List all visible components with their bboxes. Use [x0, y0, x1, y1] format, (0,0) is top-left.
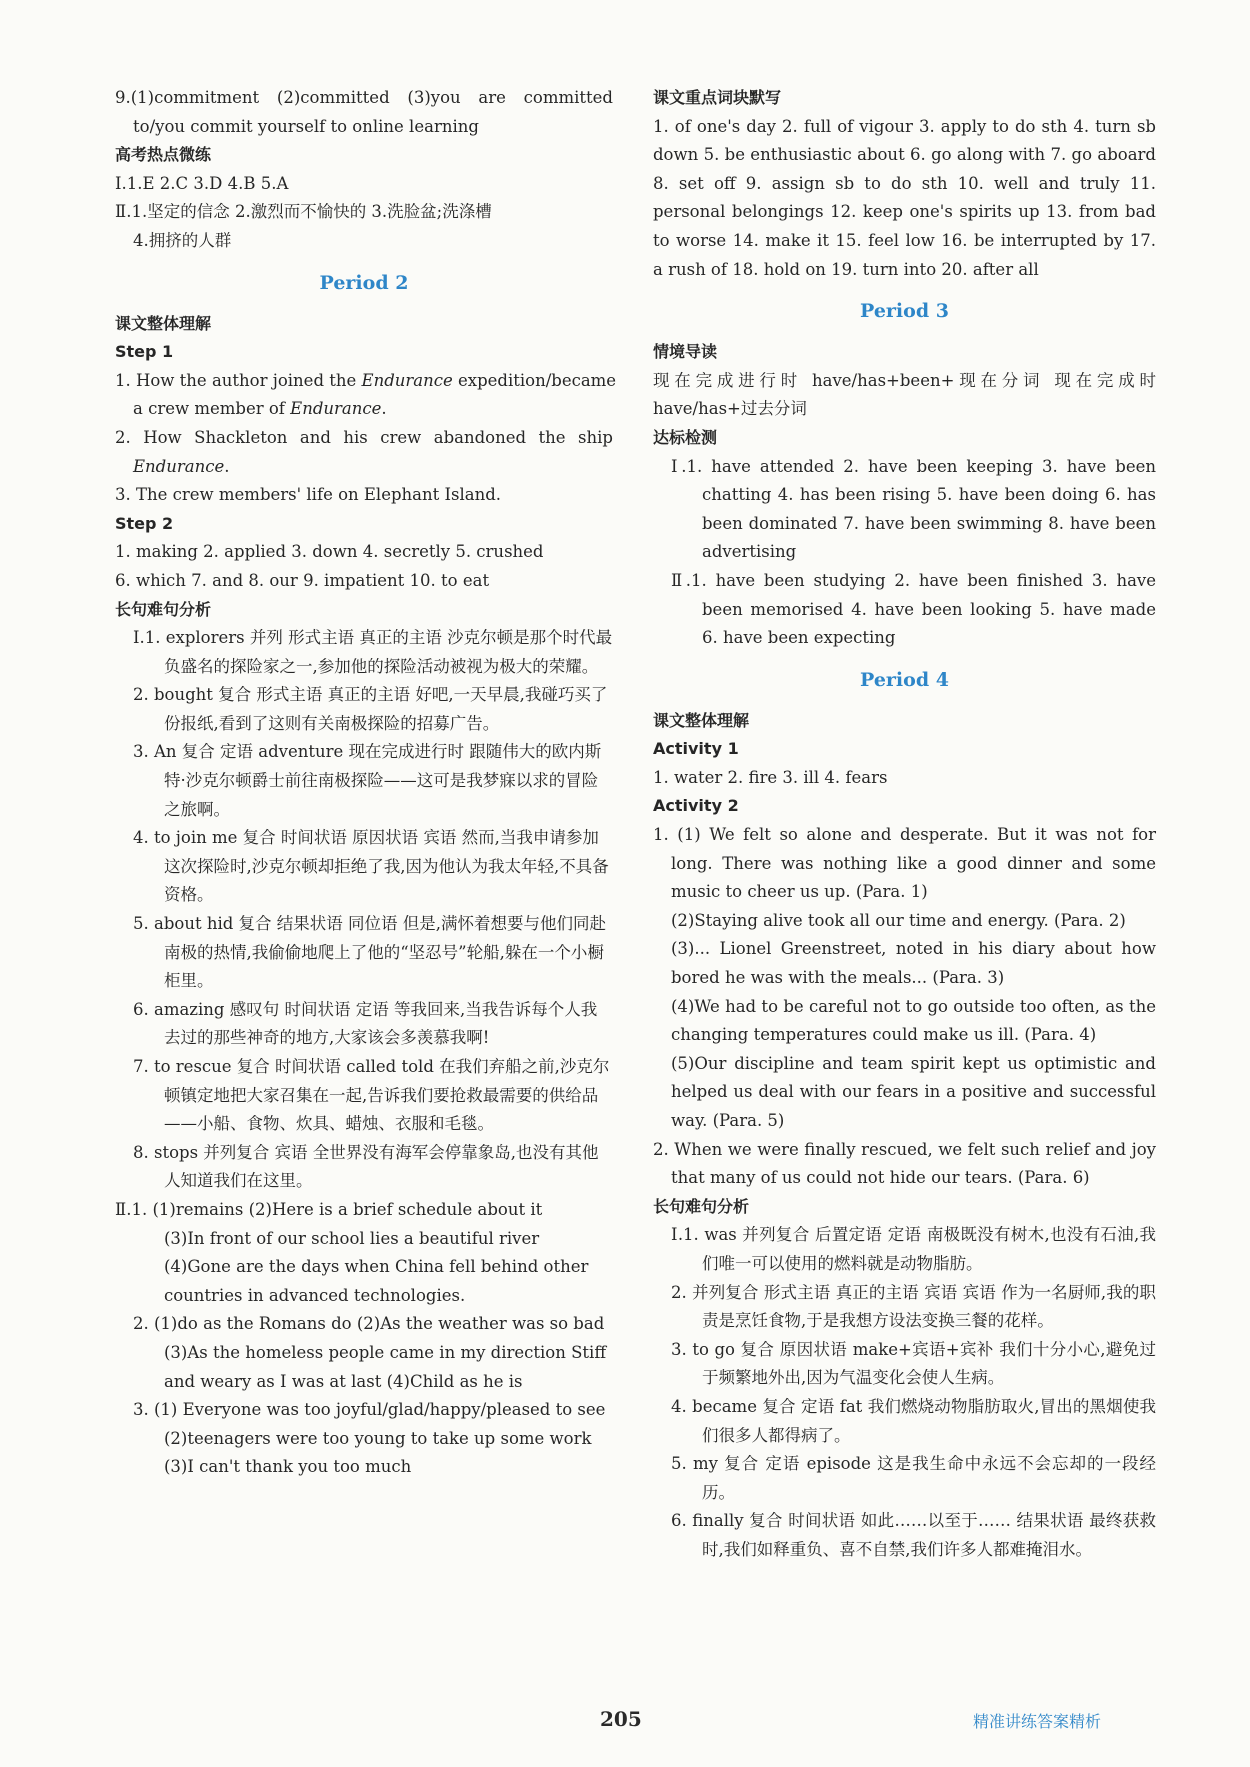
long-sentence-item: 8. stops 并列复合 宾语 全世界没有海军会停靠象岛,也没有其他人知道我们在这里。: [133, 1142, 599, 1191]
answer-paragraph: (2)Staying alive took all our time and energy. (Para. 2): [671, 910, 1126, 930]
answer-paragraph: (4)We had to be careful not to go outside too often, as the changing temperatures could make us ill. (Para. 4): [671, 996, 1156, 1045]
answer-line: 2. (1)do as the Romans do (2)As the weather was so bad (3)As the homeless people came in my direction Stiff and weary as I was at last (4)Child as he is: [133, 1314, 607, 1391]
long-sentence-item: 3. An 复合 定语 adventure 现在完成进行时 跟随伟大的欧内斯特·沙克尔顿爵士前往南极探险——这可是我梦寐以求的冒险之旅啊。: [133, 742, 602, 819]
answer-paragraph: 2. When we were finally rescued, we felt such relief and joy that many of us could not hide our tears. (Para. 6): [653, 1139, 1156, 1188]
period-heading: Period 3: [860, 300, 949, 323]
right-column: [653, 84, 1156, 1565]
section-heading: 课文整体理解: [115, 313, 212, 333]
answer-paragraph: (3)... Lionel Greenstreet, noted in his diary about how bored he was with the meals... (Para. 3): [671, 939, 1156, 988]
answer-line: 6. which 7. and 8. our 9. impatient 10. to eat: [115, 570, 490, 590]
answer-line: to/you commit yourself to online learning: [133, 116, 479, 136]
long-sentence-item: 5. my 复合 定语 episode 这是我生命中永远不会忘却的一段经历。: [671, 1454, 1156, 1502]
answer-paragraph: Ⅰ.1. have attended 2. have been keeping 3. have been chatting 4. has been rising 5. have been doing 6. has been dominated 7. have been swimming 8. have been advertising: [671, 456, 1156, 562]
long-sentence-item: 4. became 复合 定语 fat 我们燃烧动物脂肪取火,冒出的黑烟使我们很多人都得病了。: [671, 1396, 1156, 1445]
answer-line: Endurance.: [133, 456, 230, 476]
long-sentence-item: 2. bought 复合 形式主语 真正的主语 好吧,一天早晨,我碰巧买了份报纸,看到了这则有关南极探险的招募广告。: [133, 685, 608, 733]
section-heading: 情境导读: [653, 342, 718, 362]
answer-line: a crew member of Endurance.: [133, 399, 387, 419]
answer-line: (2)teenagers were too young to take up some work: [164, 1428, 592, 1448]
answer-line: 9.(1)commitment (2)committed (3)you are committed: [115, 88, 613, 107]
answer-line: 1. water 2. fire 3. ill 4. fears: [653, 767, 888, 787]
activity-heading: Activity 1: [653, 739, 739, 759]
long-sentence-item: 7. to rescue 复合 时间状语 called told 在我们弃船之前,沙克尔顿镇定地把大家召集在一起,告诉我们要抢救最需要的供给品——小船、食物、炊具、蜡烛、衣服和毛毯。: [133, 1057, 610, 1134]
answer-line: (4)Gone are the days when China fell behind other countries in advanced technologies.: [164, 1257, 589, 1305]
long-sentence-item: 6. amazing 感叹句 时间状语 定语 等我回来,当我告诉每个人我去过的那些神奇的地方,大家该会多羡慕我啊!: [133, 999, 598, 1048]
answer-paragraph: (5)Our discipline and team spirit kept us optimistic and helped us deal with our fears in a positive and successful way. (Para. 5): [671, 1053, 1156, 1130]
answer-line: 2. How Shackleton and his crew abandoned the ship: [115, 427, 613, 447]
footer-title: 精准讲练答案精析: [973, 1712, 1102, 1731]
section-heading: 课文整体理解: [653, 710, 750, 730]
section-heading: 高考热点微练: [115, 145, 212, 165]
left-column: [115, 84, 617, 1482]
section-heading: 长句难句分析: [653, 1196, 750, 1216]
answer-line: (3)I can't thank you too much: [164, 1457, 412, 1477]
answer-paragraph: 现在完成进行时 have/has+been+现在分词 现在完成时 have/has+过去分词: [653, 370, 1156, 419]
answer-line: 4.拥挤的人群: [133, 230, 232, 250]
long-sentence-item: Ⅰ.1. explorers 并列 形式主语 真正的主语 沙克尔顿是那个时代最负盛名的探险家之一,参加他的探险活动被视为极大的荣耀。: [133, 628, 613, 676]
answer-paragraph: Ⅱ.1. have been studying 2. have been finished 3. have been memorised 4. have been looking 5. have made 6. have been expecting: [671, 570, 1156, 648]
long-sentence-item: 3. to go 复合 原因状语 make+宾语+宾补 我们十分小心,避免过于频繁地外出,因为气温变化会使人生病。: [671, 1339, 1156, 1388]
answer-paragraph: 1. (1) We felt so alone and desperate. But it was not for long. There was nothing like a good dinner and some music to cheer us up. (Para. 1): [653, 825, 1156, 902]
long-sentence-item: 2. 并列复合 形式主语 真正的主语 宾语 宾语 作为一名厨师,我的职责是烹饪食物,于是我想方设法变换三餐的花样。: [671, 1282, 1156, 1331]
answer-line: 1. How the author joined the Endurance expedition/became: [115, 370, 617, 390]
page-number: 205: [600, 1707, 642, 1731]
activity-heading: Activity 2: [653, 796, 739, 816]
long-sentence-item: 6. finally 复合 时间状语 如此……以至于…… 结果状语 最终获救时,我们如释重负、喜不自禁,我们许多人都难掩泪水。: [671, 1511, 1156, 1559]
answer-line: Ⅱ.1.坚定的信念 2.激烈而不愉快的 3.洗脸盆;洗涤槽: [115, 202, 492, 222]
period-heading: Period 2: [319, 271, 409, 294]
answer-line: (3)In front of our school lies a beautiful river: [164, 1228, 540, 1248]
section-heading: 达标检测: [653, 427, 718, 447]
long-sentence-item: Ⅰ.1. was 并列复合 后置定语 定语 南极既没有树木,也没有石油,我们唯一可以使用的燃料就是动物脂肪。: [671, 1225, 1156, 1273]
step-heading: Step 2: [115, 513, 174, 533]
step-heading: Step 1: [115, 342, 174, 362]
section-heading: 课文重点词块默写: [653, 88, 782, 107]
long-sentence-item: 5. about hid 复合 结果状语 同位语 但是,满怀着想要与他们同赴南极的热情,我偷偷地爬上了他的“坚忍号”轮船,躲在一个小橱柜里。: [133, 914, 607, 991]
long-sentence-item: 4. to join me 复合 时间状语 原因状语 宾语 然而,当我申请参加这次探险时,沙克尔顿却拒绝了我,因为他认为我太年轻,不具备资格。: [133, 828, 609, 905]
answer-line: Ⅱ.1. (1)remains (2)Here is a brief schedule about it: [115, 1199, 543, 1219]
answer-paragraph: 1. of one's day 2. full of vigour 3. apply to do sth 4. turn sb down 5. be enthusiastic about 6. go along with 7. go aboard 8. set off 9. assign sb to do sth 10. well and truly 11. personal belongings 12. keep one's spirits up 13. from bad to worse 14. make it 15. feel low 16. be interrupted by 17. a rush of 18. hold on 19. turn into 20. after all: [653, 116, 1156, 279]
section-heading: 长句难句分析: [115, 599, 212, 619]
answer-line: 3. The crew members' life on Elephant Island.: [115, 485, 502, 505]
answer-line: 1. making 2. applied 3. down 4. secretly 5. crushed: [115, 542, 544, 562]
answer-line: 3. (1) Everyone was too joyful/glad/happy/pleased to see: [133, 1400, 606, 1420]
period-heading: Period 4: [860, 668, 949, 691]
answer-line: Ⅰ.1.E 2.C 3.D 4.B 5.A: [115, 173, 289, 193]
